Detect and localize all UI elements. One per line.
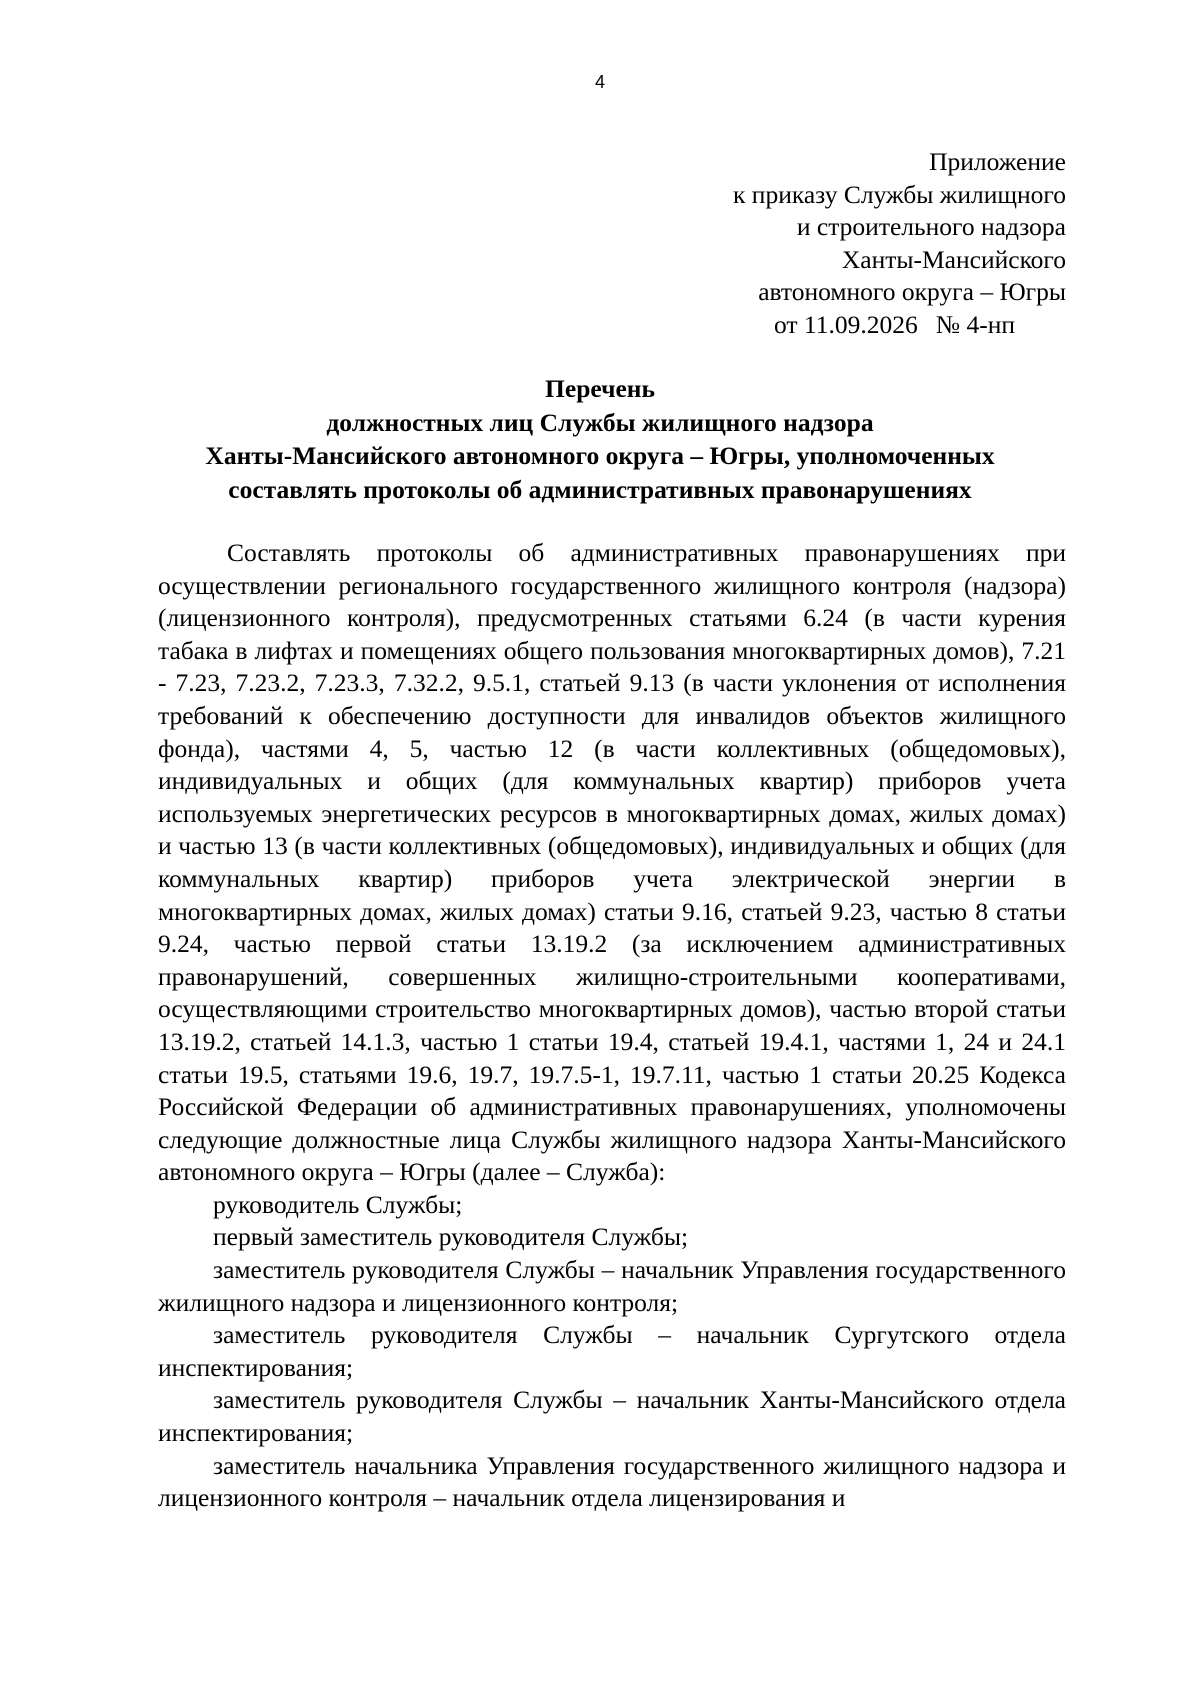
document-body	[158, 537, 1066, 1515]
title-line: составлять протоколы об административных правонарушениях	[228, 474, 972, 504]
order-date-number	[733, 309, 1066, 342]
list-item: заместитель руководителя Службы – начальник Сургутского отдела инспектирования;	[158, 1320, 1066, 1382]
appendix-header	[733, 146, 1066, 341]
title-line: Ханты-Мансийского автономного округа – Югры, уполномоченных	[205, 441, 995, 470]
appendix-line: автономного округа – Югры	[758, 277, 1066, 306]
list-item: руководитель Службы;	[213, 1189, 463, 1219]
list-item: заместитель начальника Управления государственного жилищного надзора и лицензионного контроля – начальник отдела лицензирования и	[158, 1450, 1066, 1513]
main-paragraph: Составлять протоколы об административных правонарушениях при осуществлении регионального государственного жилищного контроля (надзора) (лицензионного контроля), предусмотренных статьями 6.24 (в части курения табака в лифтах и помещениях общего пользования многоквартирных домов), 7.21 - 7.23, 7.23.2, 7.23.3, 7.32.2, 9.5.1, статьей 9.13 (в части уклонения от исполнения требований к обеспечению доступности для инвалидов объектов жилищного фонда), частями 4, 5, частью 12 (в части коллективных (общедомовых), индивидуальных и общих (для коммунальных квартир) приборов учета используемых энергетических ресурсов в многоквартирных домах, жилых домах) и частью 13 (в части коллективных (общедомовых), индивидуальных и общих (для коммунальных квартир) приборов учета электрической энергии в многоквартирных домах, жилых домах) статьи 9.16, статьей 9.23, частью 8 статьи 9.24, частью первой статьи 13.19.2 (за исключением административных правонарушений, совершенных жилищно-строительными кооперативами, осуществляющими строительство многоквартирных домов), частью второй статьи 13.19.2, статьей 14.1.3, частью 1 статьи 19.4, статьей 19.4.1, частями 1, 24 и 24.1 статьи 19.5, статьями 19.6, 19.7, 19.7.5-1, 19.7.11, частью 1 статьи 20.25 Кодекса Российской Федерации об административных правонарушениях, уполномочены следующие должностные лица Службы жилищного надзора Ханты-Мансийского автономного округа – Югры (далее – Служба):	[158, 538, 1066, 1187]
list-item: заместитель руководителя Службы – начальник Управления государственного жилищного надзора и лицензионного контроля;	[158, 1255, 1066, 1317]
order-number: № 4-нп	[935, 309, 1015, 339]
order-date: от 11.09.2026	[774, 309, 918, 339]
title-line: должностных лиц Службы жилищного надзора	[326, 407, 874, 437]
title-line: Перечень	[545, 374, 655, 403]
appendix-line: Ханты-Мансийского	[841, 244, 1066, 274]
appendix-line: к приказу Службы жилищного	[733, 179, 1066, 209]
appendix-line: и строительного надзора	[796, 212, 1066, 241]
document-title	[0, 372, 1200, 506]
list-item: заместитель руководителя Службы – начальник Ханты-Мансийского отдела инспектирования;	[158, 1385, 1066, 1448]
appendix-line: Приложение	[929, 147, 1066, 176]
page-number: 4	[594, 72, 605, 92]
list-item: первый заместитель руководителя Службы;	[213, 1222, 689, 1252]
